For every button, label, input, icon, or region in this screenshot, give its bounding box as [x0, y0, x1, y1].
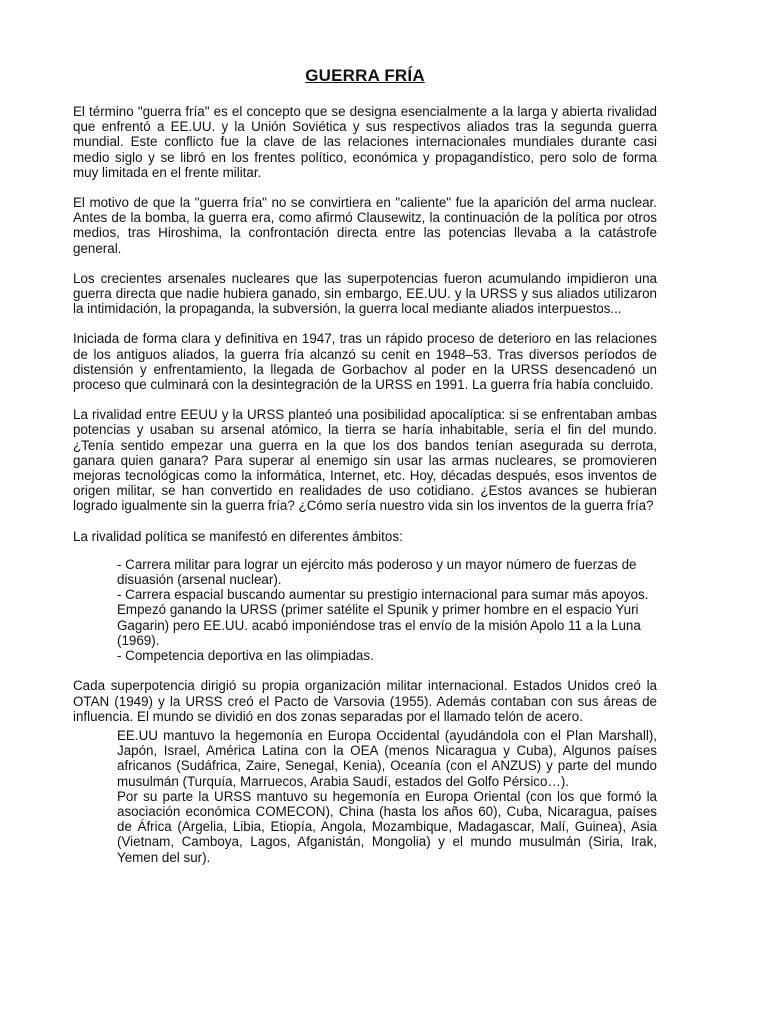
paragraph-urss-hegemony: Por su parte la URSS mantuvo su hegemonía en Europa Oriental (con los que formó la asociación económica COMECON), China (hasta los años 60), Cuba, Nicaragua, países de África (Argelia, Libia, Etiopía, Angola, Mozambique, Madagascar, Malí, Guinea), Asia (Vietnam, Camboya, Lagos, Afganistán, Mongolia) y el mundo musulmán (Siria, Irak, Yemen del sur). — [117, 788, 657, 865]
paragraph-areas-intro: La rivalidad política se manifestó en diferentes ámbitos: — [73, 528, 403, 544]
rivalry-list — [117, 557, 657, 663]
document-page — [73, 66, 657, 865]
paragraph-alliances: Cada superpotencia dirigió su propia organización militar internacional. Estados Unidos creó la OTAN (1949) y la URSS creó el Pacto de Varsovia (1955). Además contaban con sus áreas de influencia. El mundo se dividió en dos zonas separadas por el llamado telón de acero. — [73, 678, 657, 724]
paragraph-rivalry: La rivalidad entre EEUU y la URSS planteó una posibilidad apocalíptica: si se enfrentaban ambas potencias y usaban su arsenal atómico, la tierra se haría inhabitable, sería el fin del mundo. ¿Tenía sentido empezar una guerra en la que los dos bandos tenían asegurada su derrota, ganara quien ganara? Para superar al enemigo sin usar las armas nucleares, se promovieren mejoras tecnológicas como la informática, Internet, etc. Hoy, décadas después, esos inventos de origen militar, se han convertido en realidades de uso cotidiano. ¿Estos avances se hubieran logrado igualmente sin la guerra fría? ¿Cómo sería nuestro vida sin los inventos de la guerra fría? — [73, 407, 657, 514]
list-item-space: - Carrera espacial buscando aumentar su prestigio internacional para sumar más apoyos. Empezó ganando la URSS (primer satélite el Spunik y primer hombre en el espacio Yuri Gagarin) pero EE.UU. acabó imponiéndose tras el envío de la misión Apolo 11 a la Luna (1969). — [117, 587, 649, 648]
list-item-sports: - Competencia deportiva en las olimpiadas. — [117, 648, 374, 664]
paragraph-arsenals: Los crecientes arsenales nucleares que las superpotencias fueron acumulando impidieron una guerra directa que nadie hubiera ganado, sin embargo, EE.UU. y la URSS y sus aliados utilizaron la intimidación, la propaganda, la subversión, la guerra local mediante aliados interpuestos... — [73, 270, 657, 317]
paragraph-timeline: Iniciada de forma clara y definitiva en 1947, tras un rápido proceso de deterioro en las relaciones de los antiguos aliados, la guerra fría alcanzó su cenit en 1948–53. Tras diversos períodos de distensión y enfrentamiento, la llegada de Gorbachov al poder en la URSS desencadenó un proceso que culminará con la desintegración de la URSS en 1991. La guerra fría había concluido. — [73, 331, 657, 393]
page-title: GUERRA FRÍA — [305, 66, 425, 85]
paragraph-usa-hegemony: EE.UU mantuvo la hegemonía en Europa Occidental (ayudándola con el Plan Marshall), Japón, Israel, América Latina con la OEA (menos Nicaragua y Cuba), Algunos países africanos (Sudáfrica, Zaire, Senegal, Kenia), Oceanía (con el ANZUS) y parte del mundo musulmán (Turquía, Marruecos, Arabia Saudí, estados del Golfo Pérsico…). — [117, 727, 657, 789]
paragraph-definition: El término "guerra fría" es el concepto que se designa esencialmente a la larga y abierta rivalidad que enfrentó a EE.UU. y la Unión Soviética y sus respectivos aliados tras la segunda guerra mundial. Este conflicto fue la clave de las relaciones internacionales mundiales durante casi medio siglo y se libró en los frentes político, económica y propagandístico, pero solo de forma muy limitada en el frente militar. — [73, 104, 657, 180]
hegemony-block — [117, 728, 657, 865]
paragraph-nuclear-weapon: El motivo de que la "guerra fría" no se convirtiera en "caliente" fue la aparición del arma nuclear. Antes de la bomba, la guerra era, como afirmó Clausewitz, la continuación de la política por otros medios, tras Hiroshima, la confrontación directa entre las potencias llevaba a la catástrofe general. — [73, 195, 657, 256]
list-item-military: - Carrera militar para lograr un ejército más poderoso y un mayor número de fuerzas de disuasión (arsenal nuclear). — [117, 556, 637, 588]
